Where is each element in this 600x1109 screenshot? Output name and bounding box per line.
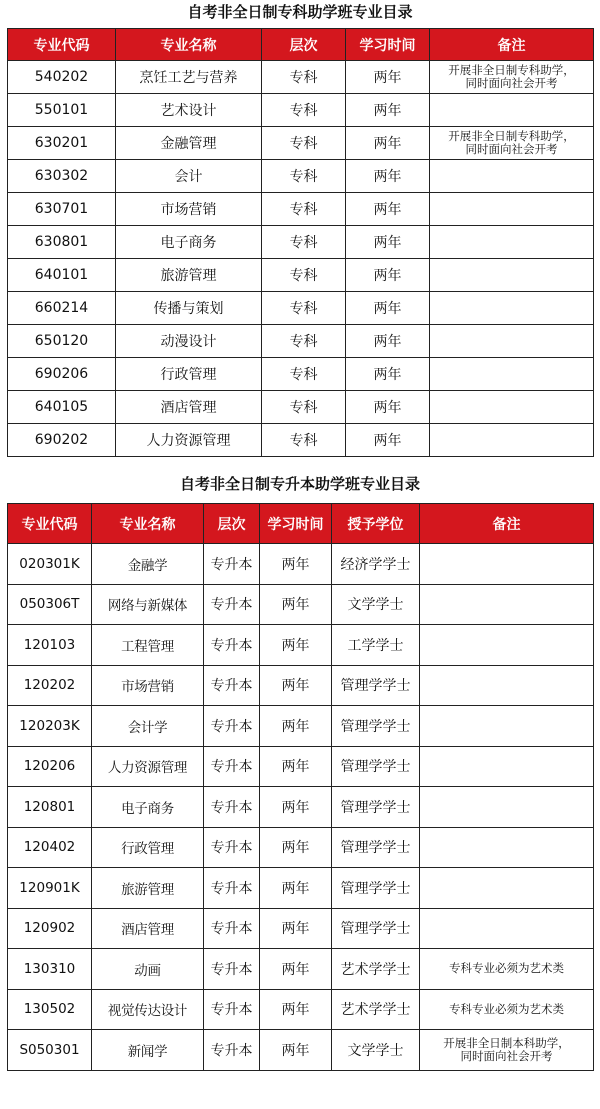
table-row (8, 746, 594, 787)
cell-name: 行政管理 (92, 827, 204, 868)
table-row (8, 787, 594, 828)
cell-duration: 两年 (346, 325, 430, 358)
cell-name: 新闻学 (92, 1030, 204, 1071)
cell-level: 专科 (262, 61, 346, 94)
cell-note (420, 827, 594, 868)
table-row (8, 391, 594, 424)
cell-duration: 两年 (346, 391, 430, 424)
cell-degree: 管理学学士 (332, 827, 420, 868)
header-name: 专业名称 (116, 29, 262, 61)
table-row (8, 584, 594, 625)
cell-level: 专升本 (204, 949, 260, 990)
cell-code: 540202 (8, 61, 116, 94)
cell-level: 专升本 (204, 989, 260, 1030)
table-row (8, 827, 594, 868)
cell-code: 660214 (8, 292, 116, 325)
note-line: 专科专业必须为艺术类 (449, 961, 564, 976)
note-line: 开展非全日制专科助学， (448, 63, 575, 77)
table-header-row (8, 29, 594, 61)
cell-code: 050306T (8, 584, 92, 625)
header-note: 备注 (430, 29, 594, 61)
cell-degree: 艺术学学士 (332, 989, 420, 1030)
cell-level: 专科 (262, 226, 346, 259)
table-header-row (8, 504, 594, 544)
note-line: 开展非全日制专科助学， (448, 129, 575, 143)
header-duration: 学习时间 (346, 29, 430, 61)
cell-duration: 两年 (260, 827, 332, 868)
cell-name: 人力资源管理 (92, 746, 204, 787)
cell-note (420, 868, 594, 909)
cell-note (430, 226, 594, 259)
table-row (8, 665, 594, 706)
cell-note (430, 391, 594, 424)
cell-note (430, 193, 594, 226)
table-row (8, 292, 594, 325)
cell-duration: 两年 (260, 706, 332, 747)
table-row (8, 325, 594, 358)
cell-degree: 文学学士 (332, 1030, 420, 1071)
cell-level: 专科 (262, 358, 346, 391)
cell-name: 会计 (116, 160, 262, 193)
cell-name: 金融管理 (116, 127, 262, 160)
cell-name: 会计学 (92, 706, 204, 747)
cell-duration: 两年 (260, 908, 332, 949)
table-row (8, 544, 594, 585)
cell-level: 专升本 (204, 787, 260, 828)
cell-code: 650120 (8, 325, 116, 358)
cell-level: 专科 (262, 259, 346, 292)
cell-level: 专科 (262, 325, 346, 358)
cell-duration: 两年 (260, 787, 332, 828)
header-duration: 学习时间 (260, 504, 332, 544)
cell-code: 630201 (8, 127, 116, 160)
cell-duration: 两年 (346, 424, 430, 457)
cell-name: 酒店管理 (116, 391, 262, 424)
cell-level: 专升本 (204, 827, 260, 868)
cell-name: 动漫设计 (116, 325, 262, 358)
cell-code: 130310 (8, 949, 92, 990)
cell-duration: 两年 (260, 665, 332, 706)
cell-level: 专升本 (204, 706, 260, 747)
cell-level: 专科 (262, 193, 346, 226)
cell-note (420, 665, 594, 706)
cell-duration: 两年 (260, 989, 332, 1030)
cell-duration: 两年 (346, 358, 430, 391)
cell-degree: 管理学学士 (332, 665, 420, 706)
cell-level: 专科 (262, 94, 346, 127)
cell-duration: 两年 (260, 625, 332, 666)
cell-duration: 两年 (346, 61, 430, 94)
cell-level: 专升本 (204, 625, 260, 666)
cell-code: 640105 (8, 391, 116, 424)
cell-level: 专升本 (204, 908, 260, 949)
cell-name: 网络与新媒体 (92, 584, 204, 625)
cell-duration: 两年 (260, 584, 332, 625)
cell-name: 金融学 (92, 544, 204, 585)
cell-code: 630701 (8, 193, 116, 226)
cell-name: 酒店管理 (92, 908, 204, 949)
upgrade-catalog-table (7, 503, 594, 1071)
note-line: 同时面向社会开考 (465, 142, 558, 156)
table-row (8, 625, 594, 666)
cell-note (420, 989, 594, 1030)
cell-name: 电子商务 (116, 226, 262, 259)
cell-code: 630302 (8, 160, 116, 193)
table-row (8, 908, 594, 949)
cell-code: 120203K (8, 706, 92, 747)
note-line: 同时面向社会开考 (460, 1048, 553, 1063)
cell-name: 旅游管理 (116, 259, 262, 292)
cell-note (430, 94, 594, 127)
cell-degree: 工学学士 (332, 625, 420, 666)
cell-name: 动画 (92, 949, 204, 990)
cell-duration: 两年 (260, 746, 332, 787)
cell-code: 120902 (8, 908, 92, 949)
table-row (8, 989, 594, 1030)
cell-code: 690206 (8, 358, 116, 391)
table-row (8, 61, 594, 94)
cell-duration: 两年 (346, 259, 430, 292)
cell-note (430, 325, 594, 358)
table-row (8, 706, 594, 747)
header-note: 备注 (420, 504, 594, 544)
specialty-catalog-table (7, 28, 594, 457)
cell-code: 120402 (8, 827, 92, 868)
table-row (8, 94, 594, 127)
header-level: 层次 (262, 29, 346, 61)
cell-name: 工程管理 (92, 625, 204, 666)
cell-level: 专科 (262, 424, 346, 457)
cell-name: 艺术设计 (116, 94, 262, 127)
cell-level: 专升本 (204, 665, 260, 706)
header-level: 层次 (204, 504, 260, 544)
cell-note (420, 706, 594, 747)
cell-name: 行政管理 (116, 358, 262, 391)
cell-degree: 艺术学学士 (332, 949, 420, 990)
cell-degree: 管理学学士 (332, 706, 420, 747)
cell-code: 550101 (8, 94, 116, 127)
cell-level: 专升本 (204, 544, 260, 585)
cell-name: 旅游管理 (92, 868, 204, 909)
header-code: 专业代码 (8, 29, 116, 61)
cell-code: 020301K (8, 544, 92, 585)
cell-note (420, 746, 594, 787)
note-line: 开展非全日制本科助学， (443, 1035, 570, 1050)
cell-name: 市场营销 (92, 665, 204, 706)
cell-duration: 两年 (346, 226, 430, 259)
note-line: 同时面向社会开考 (465, 76, 558, 90)
cell-level: 专科 (262, 127, 346, 160)
table2-title: 自考非全日制专升本助学班专业目录 (179, 475, 420, 493)
cell-note (420, 625, 594, 666)
cell-code: 640101 (8, 259, 116, 292)
table1-title: 自考非全日制专科助学班专业目录 (187, 3, 413, 21)
table-row (8, 160, 594, 193)
cell-level: 专升本 (204, 584, 260, 625)
table-row (8, 868, 594, 909)
cell-note (430, 358, 594, 391)
cell-duration: 两年 (260, 1030, 332, 1071)
note-line: 专科专业必须为艺术类 (449, 1001, 564, 1016)
cell-name: 视觉传达设计 (92, 989, 204, 1030)
header-degree: 授予学位 (332, 504, 420, 544)
cell-code: 630801 (8, 226, 116, 259)
cell-level: 专升本 (204, 1030, 260, 1071)
cell-note (420, 949, 594, 990)
cell-note (420, 1030, 594, 1071)
cell-code: 120202 (8, 665, 92, 706)
cell-name: 人力资源管理 (116, 424, 262, 457)
cell-name: 传播与策划 (116, 292, 262, 325)
table-row (8, 226, 594, 259)
cell-note (430, 127, 594, 160)
cell-code: 690202 (8, 424, 116, 457)
cell-level: 专升本 (204, 868, 260, 909)
table-row (8, 127, 594, 160)
cell-note (420, 908, 594, 949)
header-code: 专业代码 (8, 504, 92, 544)
cell-note (430, 424, 594, 457)
table-row (8, 358, 594, 391)
cell-degree: 管理学学士 (332, 868, 420, 909)
cell-level: 专科 (262, 391, 346, 424)
cell-duration: 两年 (260, 544, 332, 585)
cell-degree: 文学学士 (332, 584, 420, 625)
cell-degree: 管理学学士 (332, 908, 420, 949)
cell-note (430, 61, 594, 94)
cell-note (430, 292, 594, 325)
table-row (8, 424, 594, 457)
cell-code: 120206 (8, 746, 92, 787)
header-name: 专业名称 (92, 504, 204, 544)
cell-name: 电子商务 (92, 787, 204, 828)
cell-note (420, 787, 594, 828)
table-row (8, 949, 594, 990)
cell-duration: 两年 (260, 949, 332, 990)
cell-level: 专科 (262, 160, 346, 193)
cell-note (430, 160, 594, 193)
cell-code: S050301 (8, 1030, 92, 1071)
cell-duration: 两年 (346, 292, 430, 325)
cell-level: 专科 (262, 292, 346, 325)
table-row (8, 193, 594, 226)
cell-duration: 两年 (346, 127, 430, 160)
cell-code: 120103 (8, 625, 92, 666)
cell-name: 市场营销 (116, 193, 262, 226)
cell-level: 专升本 (204, 746, 260, 787)
cell-code: 120801 (8, 787, 92, 828)
cell-degree: 管理学学士 (332, 787, 420, 828)
table-row (8, 259, 594, 292)
cell-code: 130502 (8, 989, 92, 1030)
cell-duration: 两年 (260, 868, 332, 909)
cell-degree: 经济学学士 (332, 544, 420, 585)
cell-note (420, 584, 594, 625)
cell-degree: 管理学学士 (332, 746, 420, 787)
cell-note (420, 544, 594, 585)
cell-note (430, 259, 594, 292)
cell-code: 120901K (8, 868, 92, 909)
cell-duration: 两年 (346, 94, 430, 127)
cell-name: 烹饪工艺与营养 (116, 61, 262, 94)
cell-duration: 两年 (346, 160, 430, 193)
cell-duration: 两年 (346, 193, 430, 226)
table-row (8, 1030, 594, 1071)
